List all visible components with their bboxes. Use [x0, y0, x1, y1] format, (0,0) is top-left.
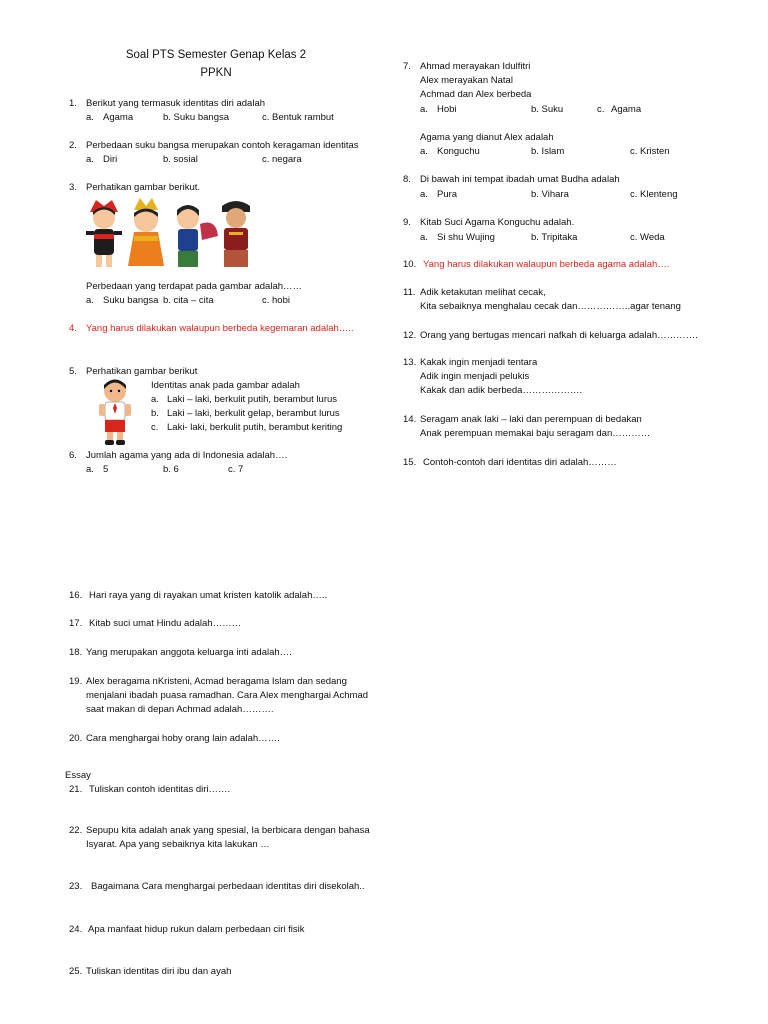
q11-line-2: Kita sebaiknya menghalau cecak dan……………..agar tenang [420, 301, 681, 312]
q13-line-3: Kakak dan adik berbeda………………. [420, 385, 583, 396]
q13-line-2: Adik ingin menjadi pelukis [420, 371, 530, 382]
child-figure-1 [86, 200, 122, 267]
q7b-option-a: Konguchu [437, 146, 480, 157]
q7-line-2: Alex merayakan Natal [420, 75, 513, 86]
q5-option-c: Laki- laki, berkulit putih, berambut keriting [167, 422, 343, 433]
q14-line-2: Anak perempuan memakai baju seragam dan………… [420, 428, 651, 439]
q7b-option-a-label: a. [420, 146, 428, 157]
q5-option-c-label: c. [151, 422, 159, 433]
q9-option-a: Si shu Wujing [437, 232, 495, 243]
q2-option-a: Diri [103, 154, 118, 165]
q3-followup-text: Perbedaan yang terdapat pada gambar adalah…… [86, 281, 303, 292]
q6-option-c: c. 7 [228, 464, 244, 475]
boy-student-illustration [96, 378, 134, 446]
q5-option-a-label: a. [151, 394, 159, 405]
q6-option-a-label: a. [86, 464, 94, 475]
q9-option-c: c. Weda [630, 232, 665, 243]
q2-option-a-label: a. [86, 154, 94, 165]
child-figure-3 [177, 205, 218, 267]
q7-option-b: b. Suku [531, 104, 564, 115]
q5-option-a: Laki – laki, berkulit putih, berambut lurus [167, 394, 338, 405]
q7-line-3: Achmad dan Alex berbeda [420, 89, 532, 100]
q2-option-b: b. sosial [163, 154, 198, 165]
q7-option-a-label: a. [420, 104, 428, 115]
q8-option-c: c. Klenteng [630, 189, 678, 200]
q8-option-a: Pura [437, 189, 458, 200]
child-figure-2 [128, 198, 164, 266]
essay-heading: Essay [65, 770, 91, 781]
q6-option-b: b. 6 [163, 464, 179, 475]
q3-option-c: c. hobi [262, 295, 290, 306]
q7-option-c-label: c. [597, 104, 605, 115]
q7-option-a: Hobi [437, 104, 457, 115]
q1-option-b: b. Suku bangsa [163, 112, 230, 123]
page-title: Soal PTS Semester Genap Kelas 2 [125, 49, 307, 61]
q6-option-a: 5 [103, 464, 109, 475]
q7-line-4: Agama yang dianut Alex adalah [420, 132, 554, 143]
q9-option-a-label: a. [420, 232, 428, 243]
q5-option-b: Laki – laki, berkulit gelap, berambut lurus [167, 408, 340, 419]
q1-option-a-label: a. [86, 112, 94, 123]
children-traditional-clothes-illustration [82, 196, 274, 272]
page-subtitle: PPKN [200, 67, 232, 79]
q19-line-2: menjalani ibadah puasa ramadhan. Cara Alex menghargai Achmad [86, 690, 369, 701]
q5-subtext: Identitas anak pada gambar adalah [151, 380, 300, 391]
q3-option-b: b. cita – cita [163, 295, 214, 306]
q7-option-c: Agama [611, 104, 642, 115]
q7b-option-b: b. Islam [531, 146, 565, 157]
q8-option-b: b. Vihara [531, 189, 569, 200]
q3-option-a-label: a. [86, 295, 94, 306]
q2-option-c: c. negara [262, 154, 302, 165]
q5-option-b-label: b. [151, 408, 159, 419]
q22-line-2: Isyarat. Apa yang sebaiknya kita lakukan … [86, 839, 270, 850]
q7b-option-c: c. Kristen [630, 146, 670, 157]
q9-option-b: b. Tripitaka [531, 232, 578, 243]
q1-option-a: Agama [103, 112, 134, 123]
child-figure-4 [222, 201, 250, 267]
q19-line-3: saat makan di depan Achmad adalah………. [86, 704, 274, 715]
q3-option-a: Suku bangsa [103, 295, 159, 306]
q8-option-a-label: a. [420, 189, 428, 200]
q1-option-c: c. Bentuk rambut [262, 112, 334, 123]
